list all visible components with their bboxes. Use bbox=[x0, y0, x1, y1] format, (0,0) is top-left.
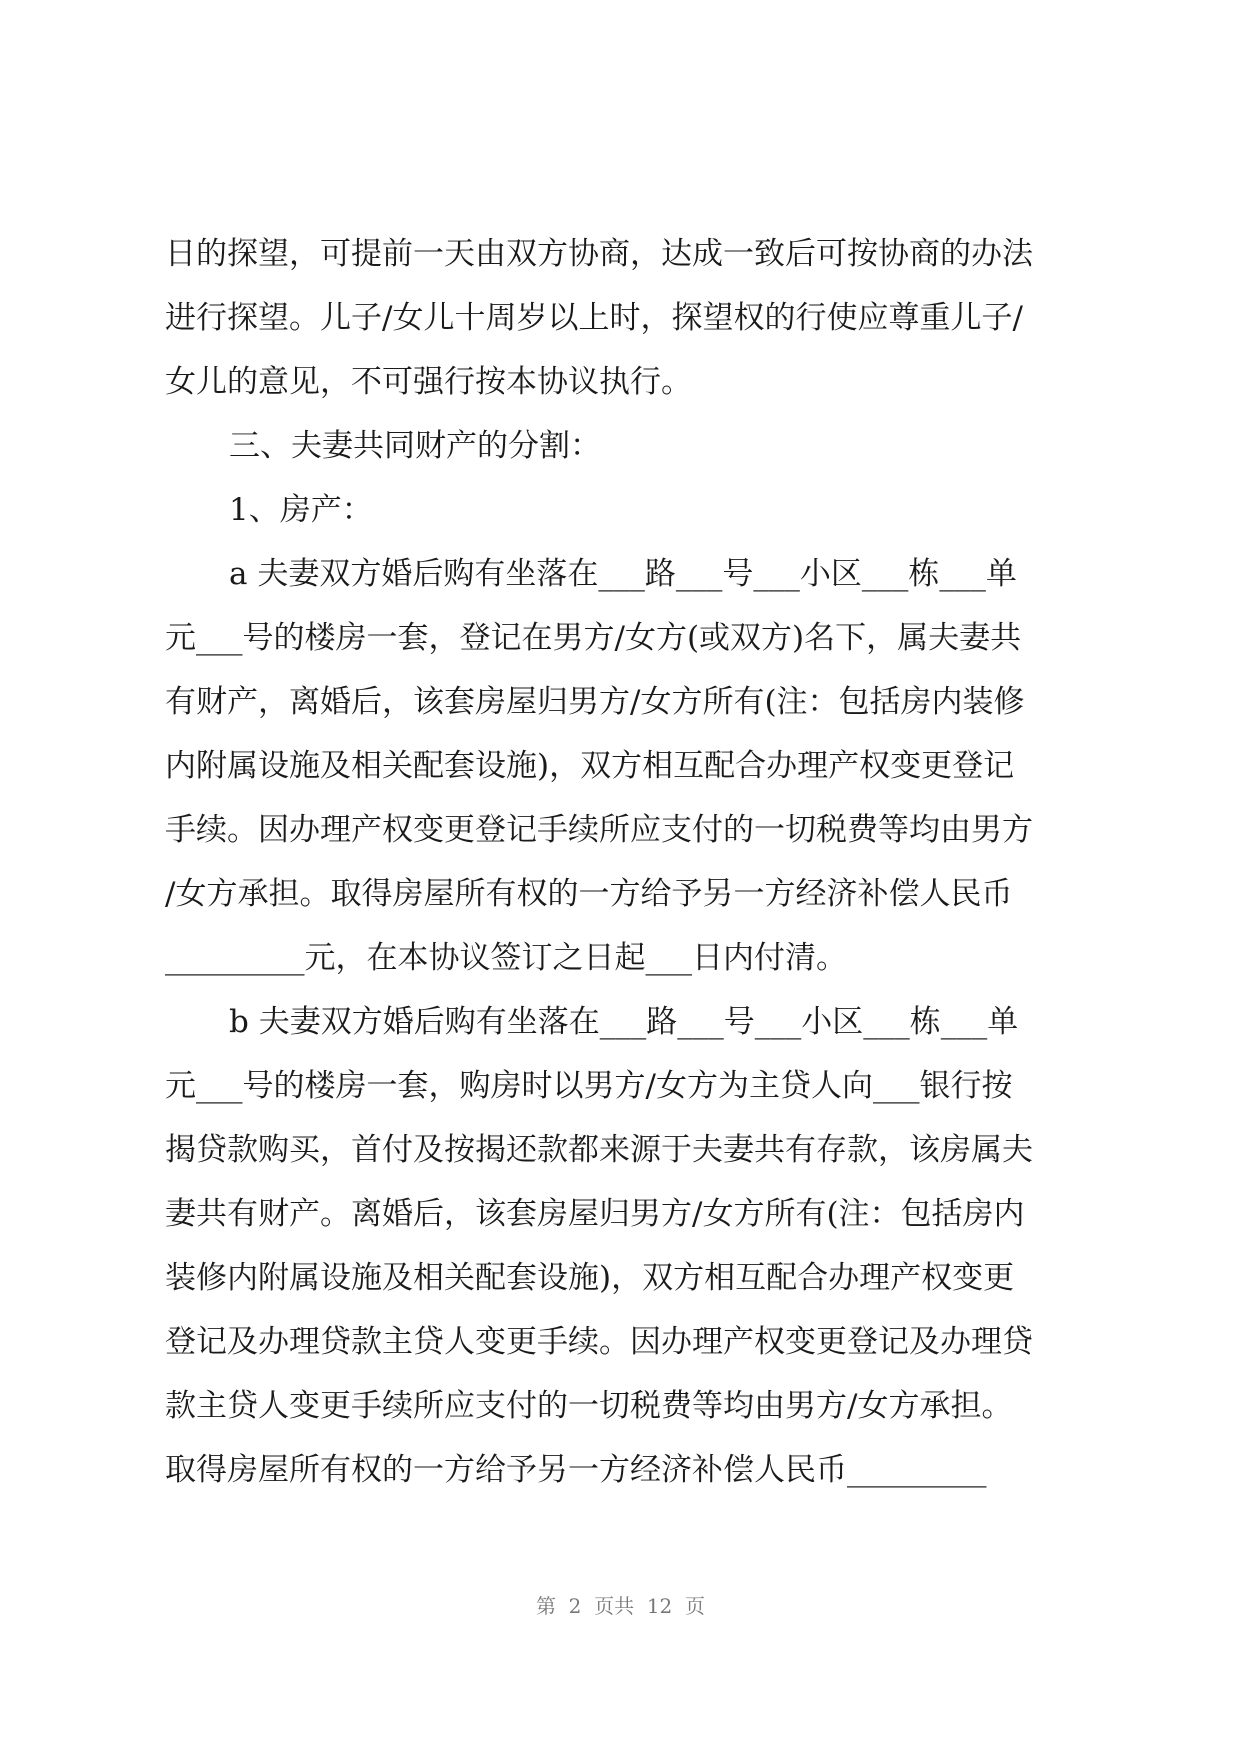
subsection-heading: 1、房产： bbox=[229, 492, 373, 528]
text-line: b 夫妻双方婚后购有坐落在___路___号___小区___栋___单 bbox=[229, 1004, 1019, 1040]
text-line: _________元，在本协议签订之日起___日内付清。 bbox=[165, 940, 847, 976]
text-line: 女儿的意见，不可强行按本协议执行。 bbox=[165, 364, 692, 400]
text-line: 取得房屋所有权的一方给予另一方经济补偿人民币_________ bbox=[165, 1452, 987, 1488]
section-heading: 三、夫妻共同财产的分割： bbox=[229, 428, 601, 464]
text-line: 日的探望，可提前一天由双方协商，达成一致后可按协商的办法 bbox=[165, 236, 1033, 272]
page-number-footer: 第 2 页共 12 页 bbox=[535, 1594, 706, 1618]
text-line: 元___号的楼房一套，购房时以男方/女方为主贷人向___银行按 bbox=[165, 1068, 1013, 1104]
text-line: 装修内附属设施及相关配套设施)，双方相互配合办理产权变更 bbox=[165, 1260, 1015, 1296]
text-line: a 夫妻双方婚后购有坐落在___路___号___小区___栋___单 bbox=[229, 556, 1017, 592]
document-body bbox=[165, 222, 1095, 1502]
text-line: 内附属设施及相关配套设施)，双方相互配合办理产权变更登记 bbox=[165, 748, 1015, 784]
text-line: 款主贷人变更手续所应支付的一切税费等均由男方/女方承担。 bbox=[165, 1388, 1013, 1424]
text-line: 元___号的楼房一套，登记在男方/女方(或双方)名下，属夫妻共 bbox=[165, 620, 1022, 656]
text-line: 手续。因办理产权变更登记手续所应支付的一切税费等均由男方 bbox=[165, 812, 1033, 848]
text-line: /女方承担。取得房屋所有权的一方给予另一方经济补偿人民币 bbox=[165, 876, 1013, 912]
text-line: 妻共有财产。离婚后，该套房屋归男方/女方所有(注：包括房内 bbox=[165, 1196, 1025, 1232]
text-line: 进行探望。儿子/女儿十周岁以上时，探望权的行使应尊重儿子/ bbox=[165, 300, 1023, 336]
text-line: 有财产，离婚后，该套房屋归男方/女方所有(注：包括房内装修 bbox=[165, 684, 1025, 720]
text-line: 揭贷款购买，首付及按揭还款都来源于夫妻共有存款，该房属夫 bbox=[165, 1132, 1033, 1168]
text-line: 登记及办理贷款主贷人变更手续。因办理产权变更登记及办理贷 bbox=[165, 1324, 1033, 1360]
